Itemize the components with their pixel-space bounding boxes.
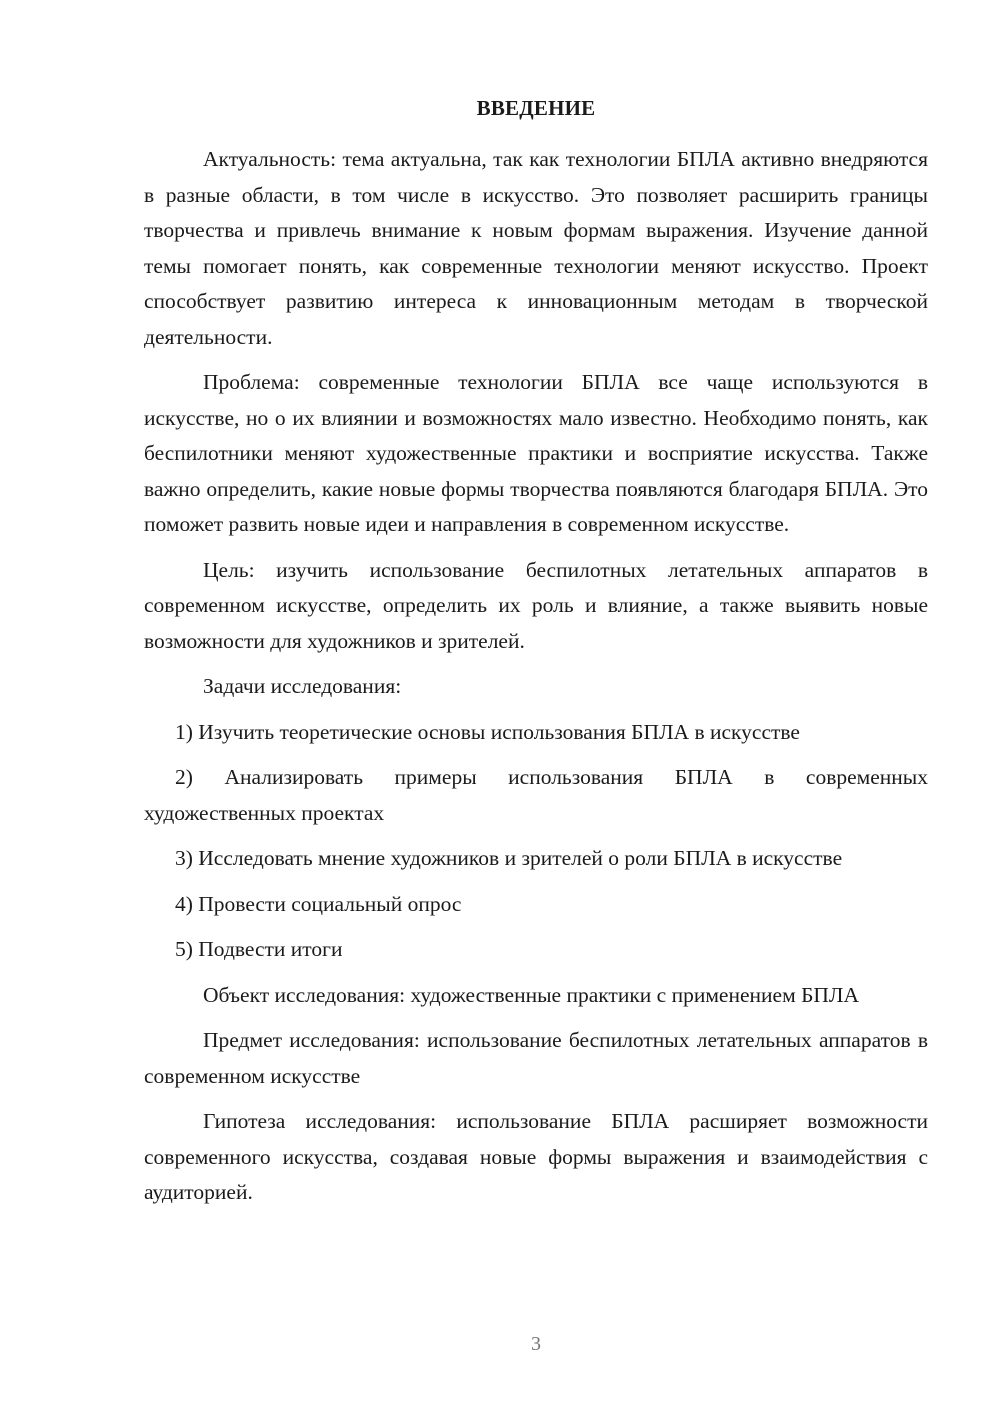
task-item: 5) Подвести итоги — [175, 937, 343, 961]
task-item: 3) Исследовать мнение художников и зрителей о роли БПЛА в искусстве — [175, 846, 843, 870]
task-item: 1) Изучить теоретические основы использования БПЛА в искусстве — [175, 719, 800, 744]
paragraph-subject: Предмет исследования: использование беспилотных летательных аппаратов в современном искусстве — [144, 1028, 928, 1088]
paragraph-goal: Цель: изучить использование беспилотных летательных аппаратов в современном искусстве, определить их роль и влияние, а также выявить новые возможности для художников и зрителей. — [144, 557, 928, 653]
paragraph-object: Объект исследования: художественные практики с применением БПЛА — [203, 982, 860, 1007]
page-title: ВВЕДЕНИЕ — [476, 96, 596, 120]
paragraph-problem: Проблема: современные технологии БПЛА все чаще используются в искусстве, но о их влиянии и возможностях мало известно. Необходимо понять, как беспилотники меняют художественные практики и восприятие искусства. Также важно определить, какие новые формы творчества появляются благодаря БПЛА. Это поможет развить новые идеи и направления в современном искусстве. — [144, 370, 928, 536]
tasks-heading: Задачи исследования: — [203, 674, 402, 698]
page-number: 3 — [531, 1333, 541, 1355]
document-body — [144, 142, 928, 1221]
task-item: 4) Провести социальный опрос — [175, 891, 462, 916]
paragraph-hypothesis: Гипотеза исследования: использование БПЛА расширяет возможности современного искусства, создавая новые формы выражения и взаимодействия с аудиторией. — [144, 1109, 928, 1204]
paragraph-relevance: Актуальность: тема актуальна, так как технологии БПЛА активно внедряются в разные области, в том числе в искусство. Это позволяет расширить границы творчества и привлечь внимание к новым формам выражения. Изучение данной темы помогает понять, как современные технологии меняют искусство. Проект способствует развитию интереса к инновационным методам в творческой деятельности. — [144, 147, 928, 349]
task-item: 2) Анализировать примеры использования БПЛА в современных художественных проектах — [144, 765, 928, 825]
